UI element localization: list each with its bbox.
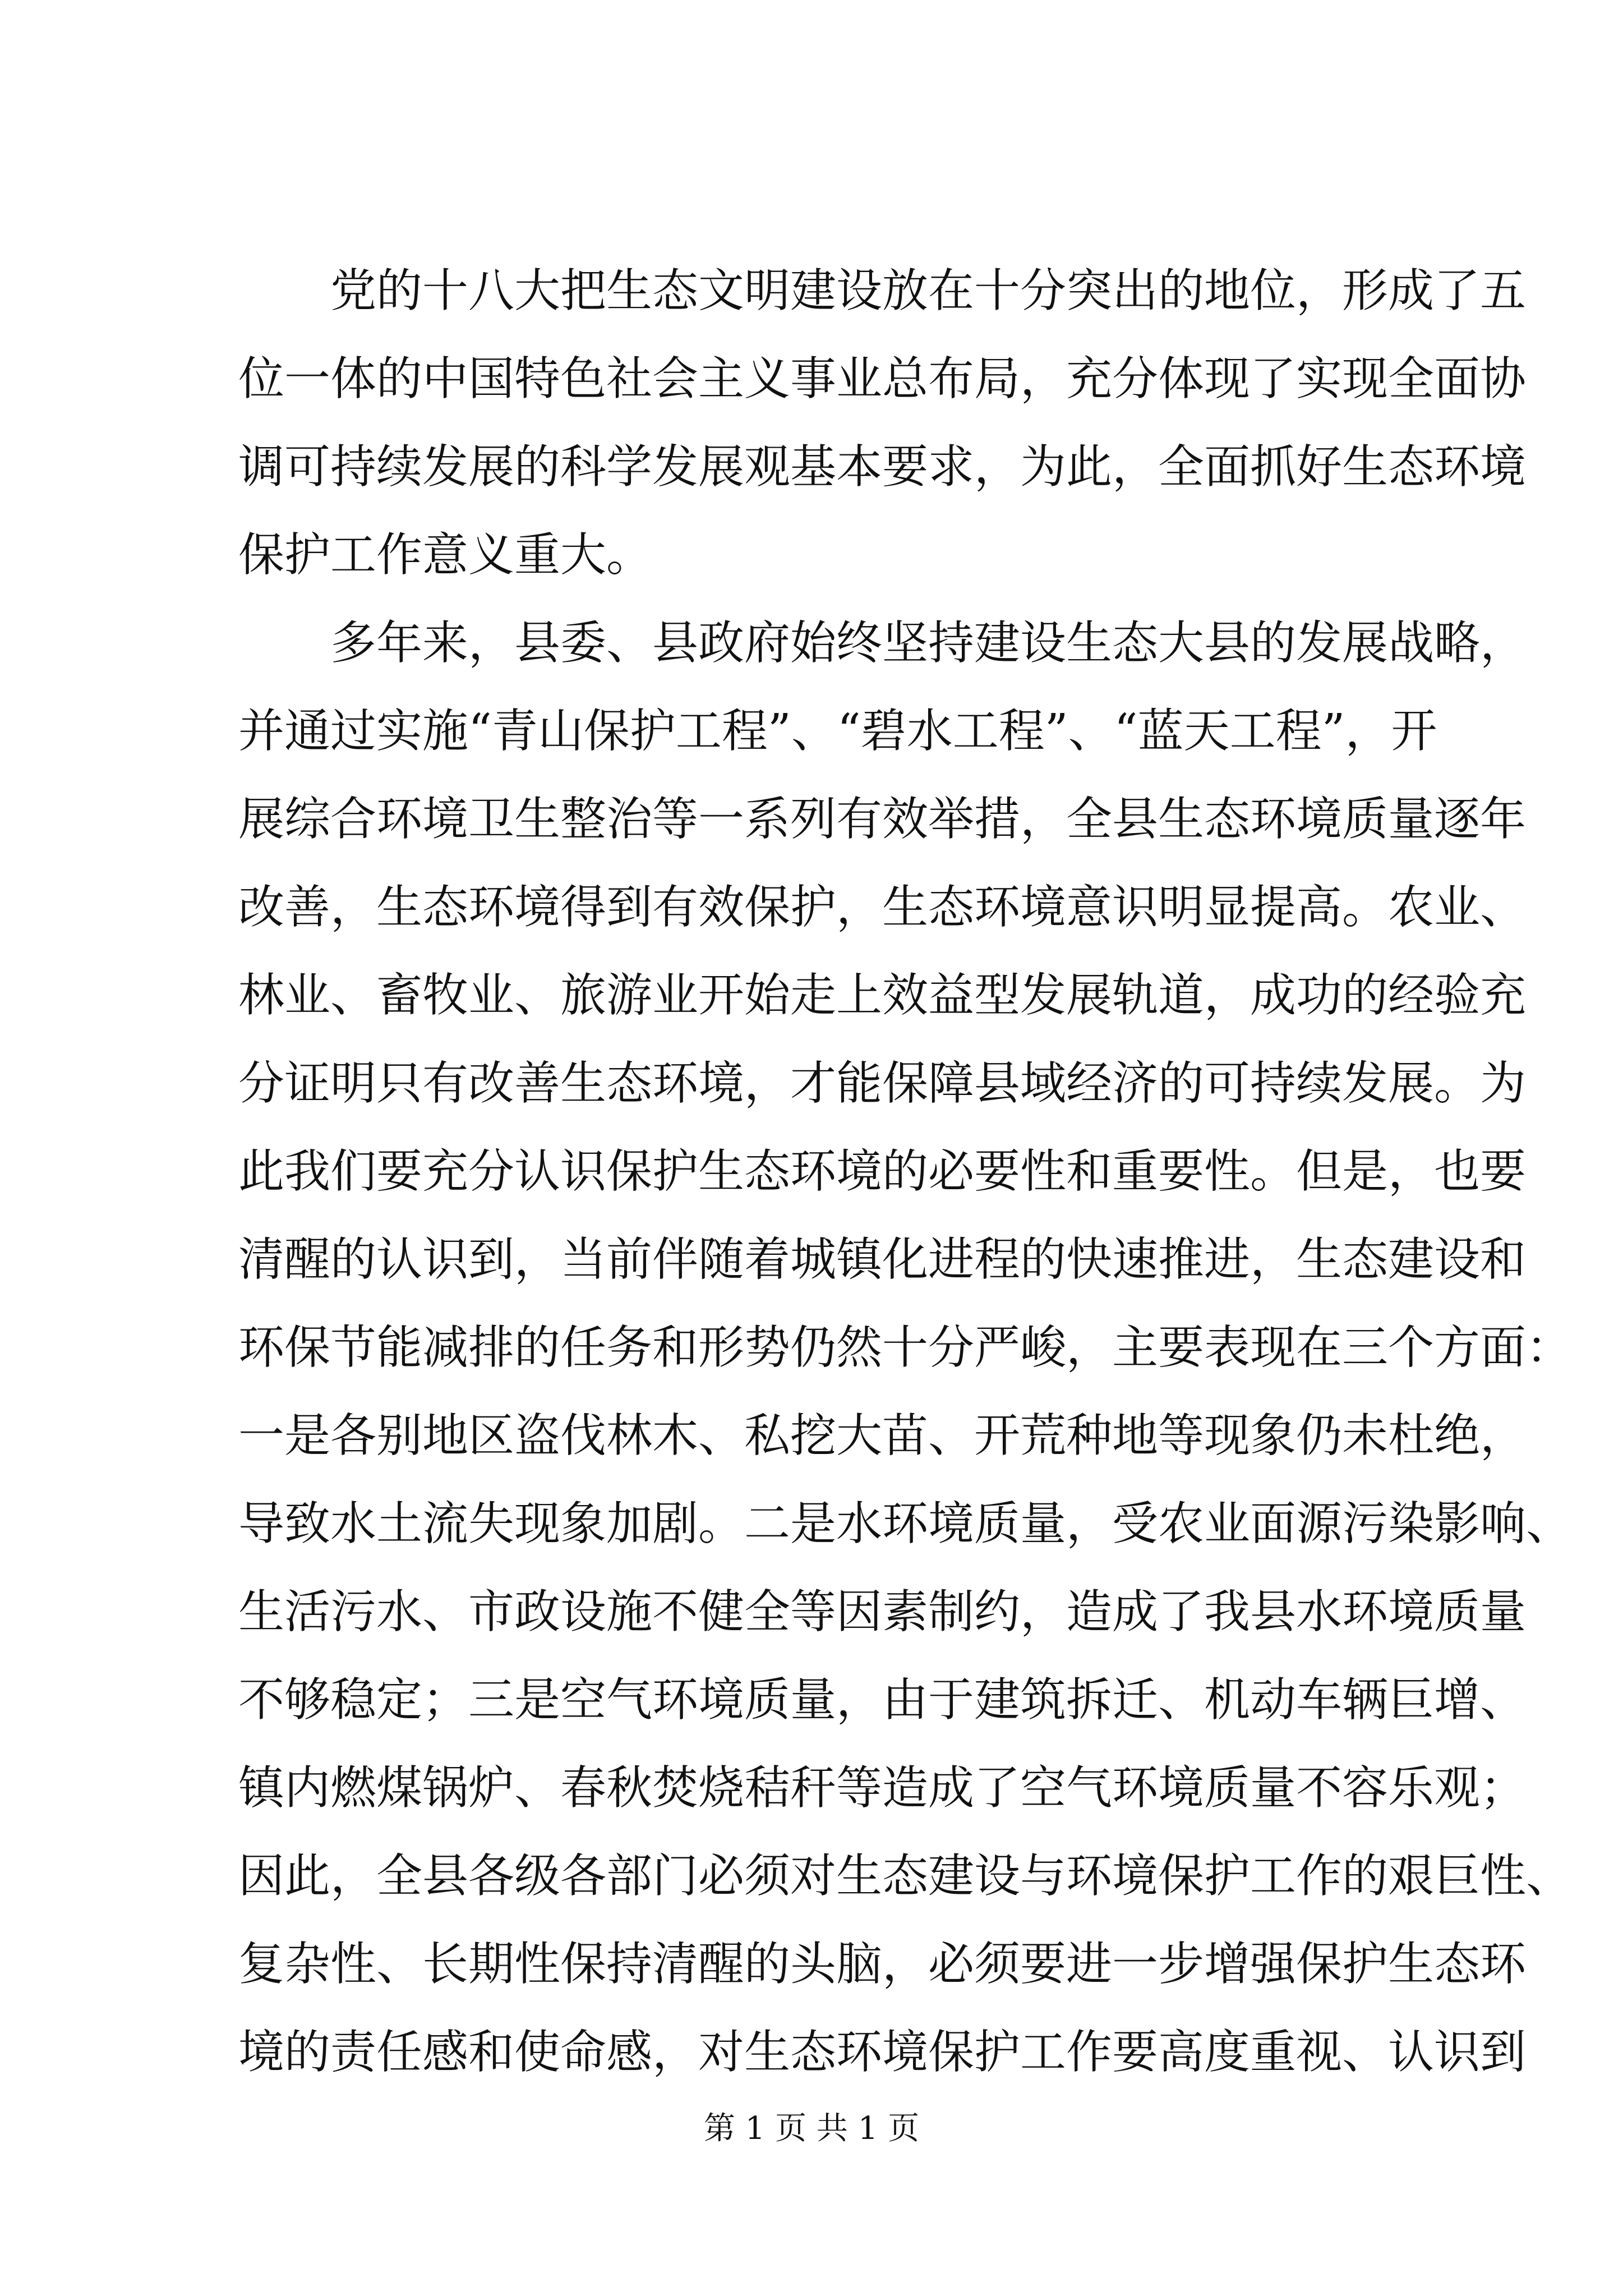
paragraph-2-line-12: 生活污水、市政设施不健全等因素制约，造成了我县水环境质量 [238, 1585, 1527, 1639]
paragraph-2-line-8: 清醒的认识到，当前伴随着城镇化进程的快速推进，生态建设和 [238, 1233, 1527, 1286]
page-footer: 第 1 页 共 1 页 [703, 2110, 920, 2147]
paragraph-2-line-5: 林业、畜牧业、旅游业开始走上效益型发展轨道，成功的经验充 [238, 969, 1527, 1022]
paragraph-2-line-6: 分证明只有改善生态环境，才能保障县域经济的可持续发展。为 [238, 1057, 1527, 1110]
paragraph-1-line-3: 调可持续发展的科学发展观基本要求，为此，全面抓好生态环境 [238, 440, 1527, 494]
paragraph-2-line-10: 一是各别地区盗伐林木、私挖大苗、开荒种地等现象仍未杜绝， [238, 1409, 1527, 1462]
document-body [238, 247, 1573, 2096]
paragraph-2-line-1: 多年来，县委、县政府始终坚持建设生态大县的发展战略， [330, 616, 1527, 670]
paragraph-2-line-14: 镇内燃煤锅炉、春秋焚烧秸秆等造成了空气环境质量不容乐观； [238, 1761, 1527, 1815]
paragraph-2-line-2: 并通过实施“青山保护工程”、“碧水工程”、“蓝天工程”，开 [238, 705, 1437, 758]
paragraph-2-line-11: 导致水土流失现象加剧。二是水环境质量，受农业面源污染影响、 [238, 1497, 1573, 1550]
paragraph-1-line-4: 保护工作意义重大。 [238, 528, 653, 582]
paragraph-1-line-1: 党的十八大把生态文明建设放在十分突出的地位，形成了五 [330, 264, 1527, 318]
paragraph-2-line-9: 环保节能减排的任务和形势仍然十分严峻，主要表现在三个方面： [238, 1321, 1573, 1374]
paragraph-2-line-3: 展综合环境卫生整治等一系列有效举措，全县生态环境质量逐年 [238, 793, 1527, 846]
paragraph-2-line-15: 因此，全县各级各部门必须对生态建设与环境保护工作的艰巨性、 [238, 1849, 1573, 1903]
paragraph-2-line-4: 改善，生态环境得到有效保护，生态环境意识明显提高。农业、 [238, 881, 1527, 934]
paragraph-2-line-13: 不够稳定；三是空气环境质量，由于建筑拆迁、机动车辆巨增、 [238, 1673, 1527, 1727]
paragraph-2-line-7: 此我们要充分认识保护生态环境的必要性和重要性。但是，也要 [238, 1145, 1527, 1198]
paragraph-2-line-16: 复杂性、长期性保持清醒的头脑，必须要进一步增强保护生态环 [238, 1938, 1527, 1991]
paragraph-2-line-17: 境的责任感和使命感，对生态环境保护工作要高度重视、认识到 [238, 2026, 1527, 2079]
paragraph-1-line-2: 位一体的中国特色社会主义事业总布局，充分体现了实现全面协 [238, 352, 1527, 406]
